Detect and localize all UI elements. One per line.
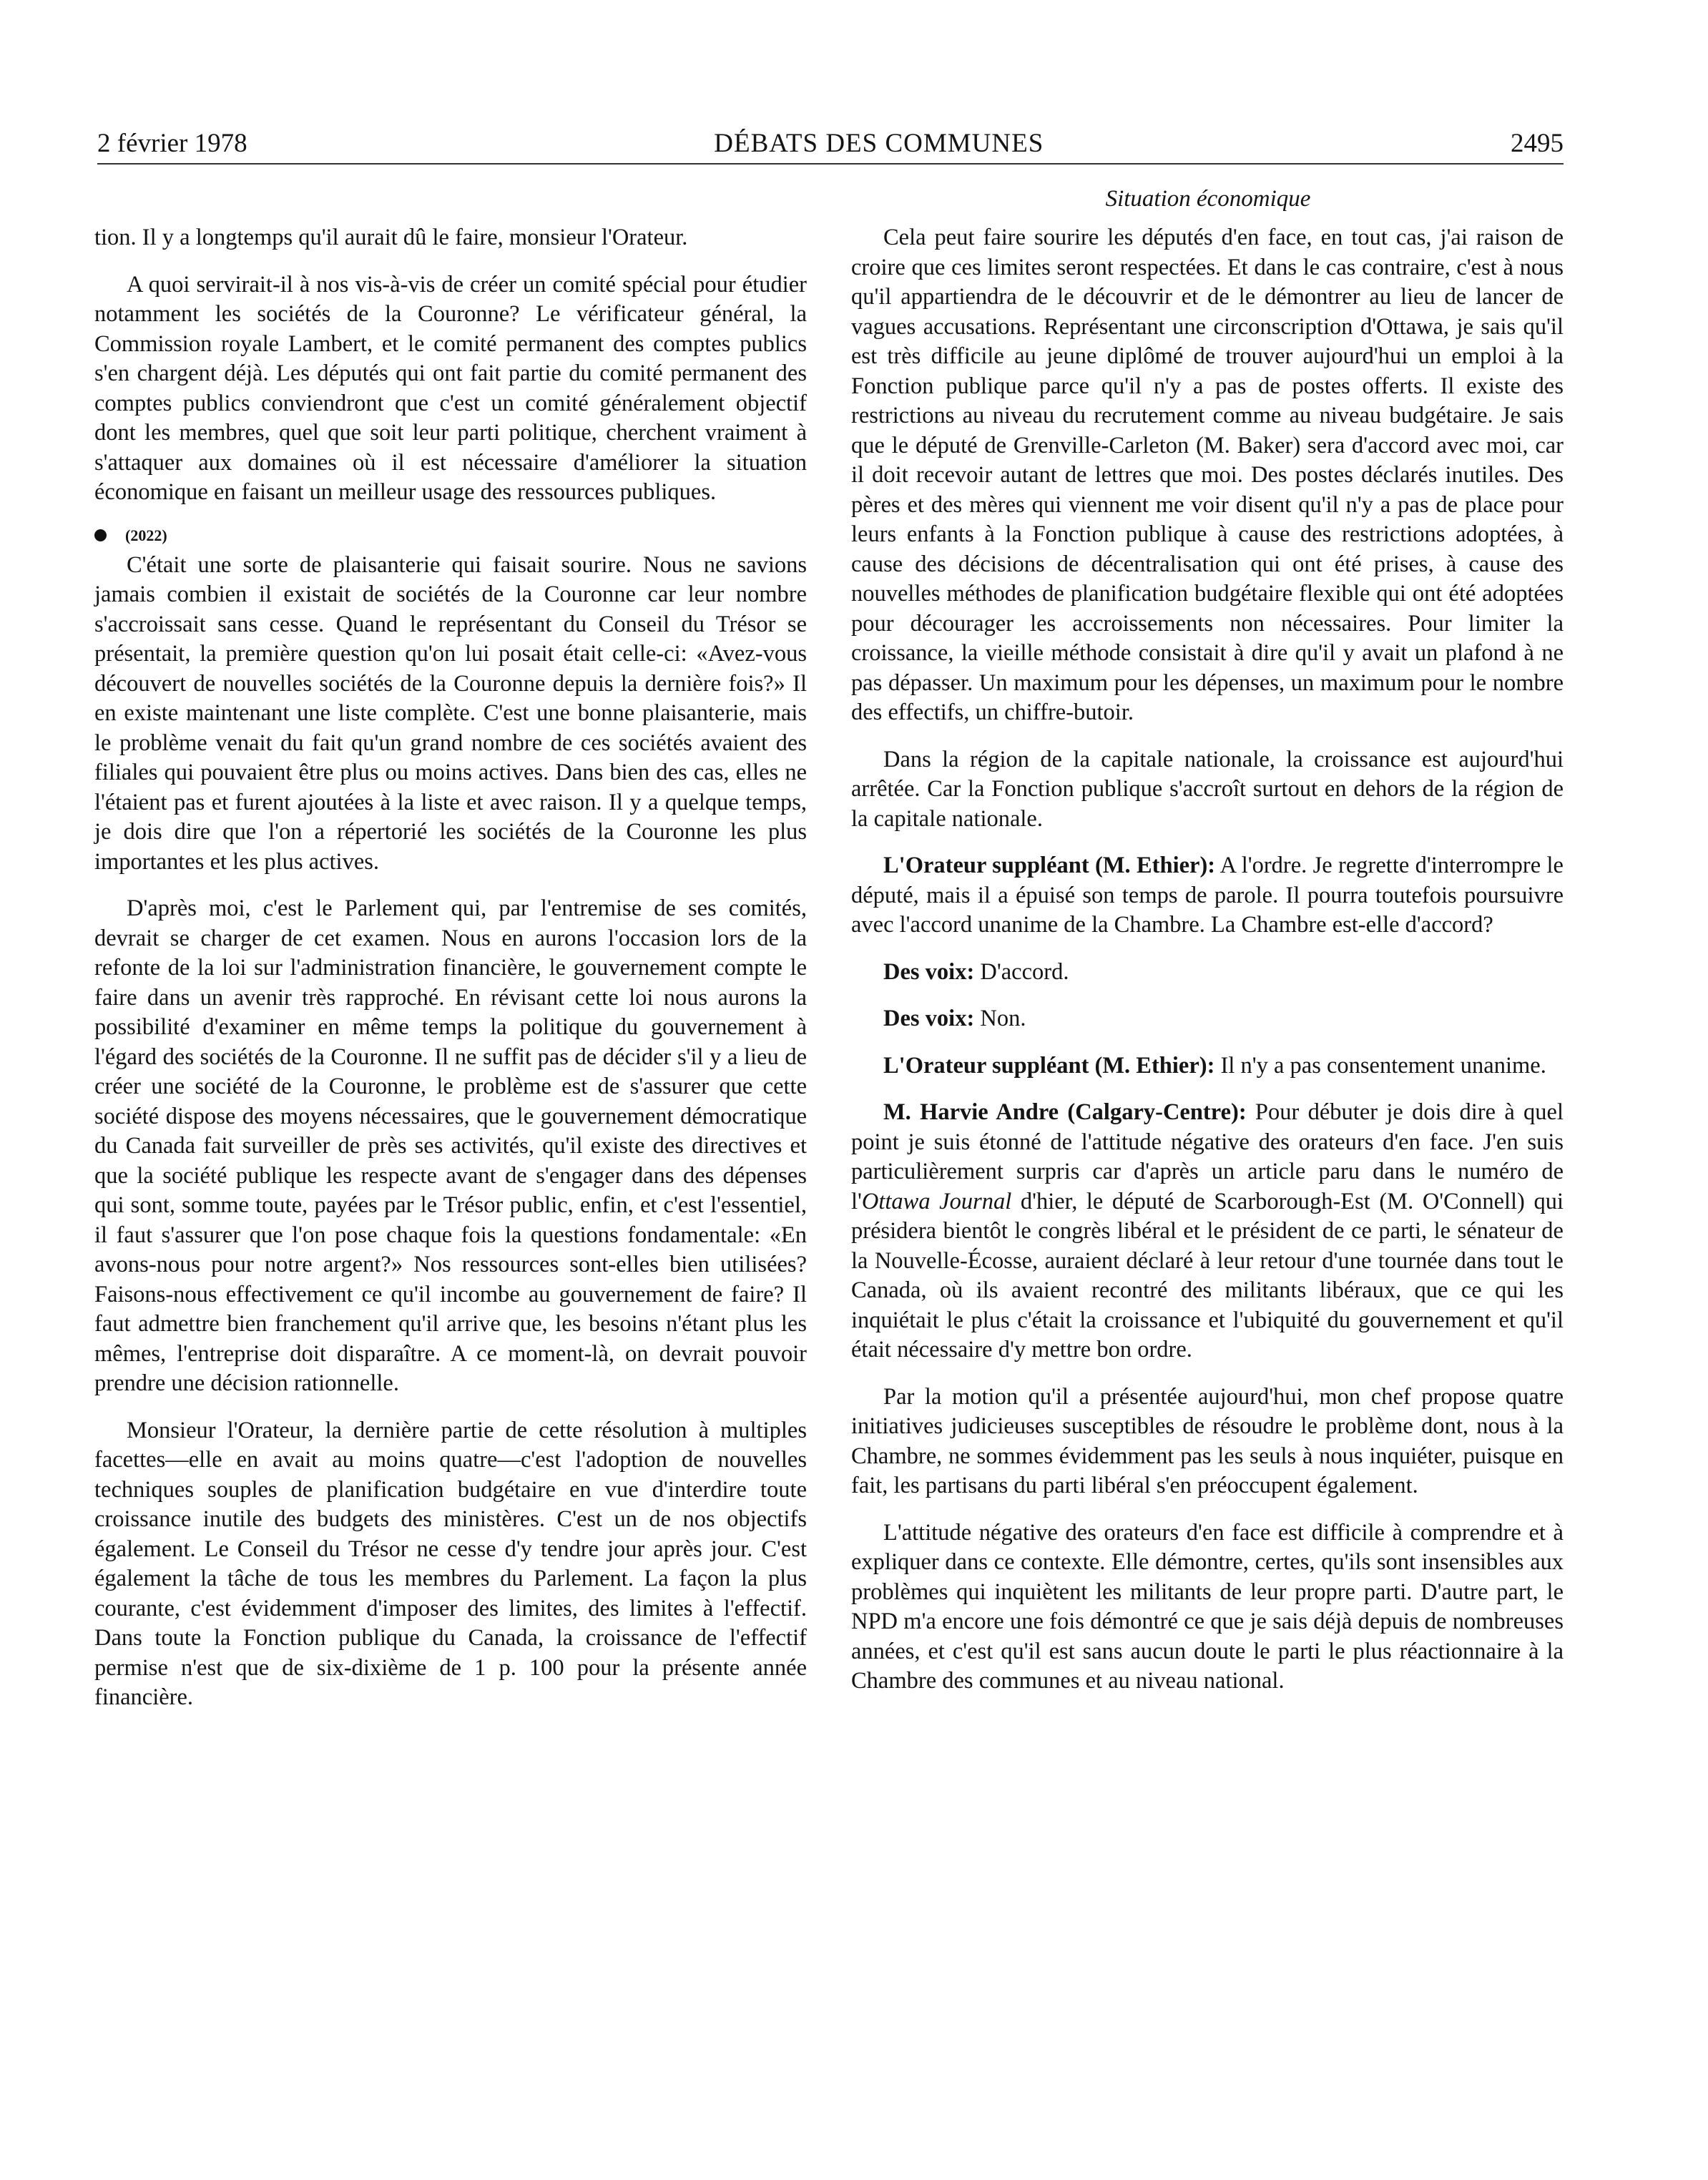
speech-paragraph — [851, 1004, 1564, 1034]
time-marker-label: (2022) — [125, 526, 167, 544]
speech-text: A l'ordre. Je regrette d'interrompre le député, mais il a épuisé son temps de parole. Il pourra toutefois poursuivre avec l'accord unanime de la Chambre. La Chambre est-elle d'accord? — [851, 853, 1564, 938]
header-title: DÉBATS DES COMMUNES — [714, 129, 1044, 158]
speech-paragraph — [851, 1098, 1564, 1365]
speaker-name: Des voix: — [883, 1006, 975, 1031]
paragraph: Monsieur l'Orateur, la dernière partie de cette résolution à multiples facettes—elle en avait au moins quatre—c'est l'adoption de nouvelles techniques souples de planification budgétaire en vue d'interdire toute croissance inutile des budgets des ministères. C'est un de nos objectifs également. Le Conseil du Trésor ne cesse d'y tendre jour après jour. C'est également la tâche de tous les membres du Parlement. La façon la plus courante, c'est évidemment d'imposer des limites, des limites à l'effectif. Dans toute la Fonction publique du Canada, la croissance de l'effectif permise n'est que de six-dixième de 1 p. 100 pour la présente année financière. — [94, 1417, 807, 1710]
paragraph: Dans la région de la capitale nationale, la croissance est aujourd'hui arrêtée. Car la Fonction publique s'accroît surtout en dehors de la région de la capitale nationale. — [851, 746, 1564, 832]
page-number: 2495 — [1510, 129, 1564, 158]
speaker-name: L'Orateur suppléant (M. Ethier): — [883, 853, 1216, 878]
paragraph: D'après moi, c'est le Parlement qui, par l'entremise de ses comités, devrait se charger de cet examen. Nous en aurons l'occasion lors de la refonte de la loi sur l'administration financière, le gouvernement compte le faire dans un avenir très rapproché. En révisant cette loi nous aurons la possibilité d'examiner en même temps la politique du gouvernement à l'égard des sociétés de la Couronne. Il ne suffit pas de décider s'il y a lieu de créer une société de la Couronne, le problème est de s'assurer que cette société dispose des moyens nécessaires, que le gouvernement démocratique du Canada fait surveiller de près ses activités, qu'il existe des directives et que la société publique les respecte avant de s'engager dans des dépenses qui sont, somme toute, payées par le Trésor public, enfin, et c'est l'essentiel, il faut s'assurer que l'on pose chaque fois la questions fondamentale: «En avons-nous pour notre argent?» Nos ressources sont-elles bien utilisées? Faisons-nous effectivement ce qu'il incombe au gouvernement de faire? Il faut admettre bien franchement qu'il arrive que, les besoins n'étant plus les mêmes, l'entreprise doit disparaître. A ce moment-là, on devrait pouvoir prendre une décision rationnelle. — [94, 895, 807, 1396]
newspaper-title: Ottawa Journal — [861, 1188, 1012, 1214]
speech-paragraph — [851, 958, 1564, 988]
paragraph: Par la motion qu'il a présentée aujourd'hui, mon chef propose quatre initiatives judicieuses susceptibles de résoudre le problème dont, nous à la Chambre, ne sommes évidemment pas les seuls à nous inquiéter, puisque en fait, les partisans du parti libéral s'en préoccupent également. — [851, 1383, 1564, 1498]
speech-text: D'accord. — [974, 958, 1069, 985]
speech-text: Non. — [974, 1006, 1026, 1031]
bullet-dot-icon — [94, 529, 107, 541]
speech-paragraph — [851, 851, 1564, 941]
speech-text: d'hier, le député de Scarborough-Est (M. O'Connell) qui présidera bientôt le congrès libéral et le président de ce parti, le sénateur de la Nouvelle-Écosse, auraient déclaré à leur retour d'une tournée dans tout le Canada, où ils avaient recontré des militants libéraux, que ce qui les inquiétait le plus c'était la croissance et l'ubiquité du gouvernement et qu'il était nécessaire d'y mettre bon ordre. — [851, 1188, 1564, 1362]
paragraph: A quoi servirait-il à nos vis-à-vis de créer un comité spécial pour étudier notamment les sociétés de la Couronne? Le vérificateur général, la Commission royale Lambert, et le comité permanent des comptes publics s'en chargent déjà. Les députés qui ont fait partie du comité permanent des comptes publics conviendront que c'est un comité généralement objectif dont les membres, quel que soit leur parti politique, cherchent vraiment à s'attaquer aux domaines où il est nécessaire d'améliorer la situation économique en faisant un meilleur usage des ressources publiques. — [94, 271, 807, 505]
speech-text: Pour débuter je dois dire à quel point je suis étonné de l'attitude négative des orateurs d'en face. J'en suis particulièrement surpris car d'après un article paru dans le numéro de l' — [851, 1099, 1564, 1214]
paragraph: tion. Il y a longtemps qu'il aurait dû le faire, monsieur l'Orateur. — [94, 225, 688, 250]
speaker-name: M. Harvie Andre (Calgary-Centre): — [883, 1099, 1247, 1125]
speaker-name: L'Orateur suppléant (M. Ethier): — [883, 1052, 1215, 1079]
right-column — [851, 223, 1564, 1714]
speech-paragraph — [851, 1051, 1564, 1081]
paragraph: Cela peut faire sourire les députés d'en face, en tout cas, j'ai raison de croire que ces limites seront respectées. Et dans le cas contraire, c'est à nous qu'il appartiendra de le découvrir et de le démontrer au lieu de lancer de vagues accusations. Représentant une circonscription d'Ottawa, je sais qu'il est très difficile au jeune diplômé de trouver aujourd'hui un emploi à la Fonction publique parce qu'il n'y a pas de postes offerts. Il existe des restrictions au niveau du recrutement comme au niveau budgétaire. Je sais que le député de Grenville-Carleton (M. Baker) sera d'accord avec moi, car il doit recevoir autant de lettres que moi. Des postes déclarés inutiles. Des pères et des mères qui viennent me voir disent qu'il n'y a pas de place pour leurs enfants à la Fonction publique à cause des restrictions adoptées, à cause des décisions de décentralisation qui ont été prises, à cause des nouvelles méthodes de planification budgétaire flexible qui ont été adoptées pour décourager les accroissements non nécessaires. Pour limiter la croissance, la vieille méthode consistait à dire qu'il y avait un plafond à ne pas dépasser. Un maximum pour les dépenses, un maximum pour le nombre des effectifs, un chiffre-butoir. — [851, 225, 1564, 725]
paragraph: L'attitude négative des orateurs d'en face est difficile à comprendre et à expliquer dans ce contexte. Elle démontre, certes, qu'ils sont insensibles aux problèmes qui inquiètent les militants de leur propre parti. D'autre part, le NPD m'a encore une fois démontré ce que je sais déjà depuis de nombreuses années, et c'est qu'il est sans aucun doute le parti le plus réactionnaire à la Chambre des communes et au niveau national. — [851, 1519, 1564, 1694]
time-marker — [94, 525, 807, 546]
speech-text: Il n'y a pas consentement unanime. — [1214, 1052, 1546, 1079]
header-date: 2 février 1978 — [97, 129, 247, 158]
left-column — [94, 223, 807, 1730]
speaker-name: Des voix: — [883, 958, 975, 985]
page-header — [97, 126, 1564, 165]
paragraph: C'était une sorte de plaisanterie qui faisait sourire. Nous ne savions jamais combien il existait de sociétés de la Couronne car leur nombre s'accroissait sans cesse. Quand le représentant du Conseil du Trésor se présentait, la première question qu'on lui posait était celle-ci: «Avez-vous découvert de nouvelles sociétés de la Couronne depuis la dernière fois?» Il en existe maintenant une liste complète. C'est une bonne plaisanterie, mais le problème venait du fait qu'un grand nombre de ces sociétés avaient des filiales qui pouvaient être plus ou moins actives. Dans bien des cas, elles ne l'étaient pas et furent ajoutées à la liste et avec raison. Il y a quelque temps, je dois dire que l'on a répertorié les sociétés de la Couronne les plus importantes et les plus actives. — [94, 551, 807, 875]
section-title: Situation économique — [1105, 186, 1311, 212]
